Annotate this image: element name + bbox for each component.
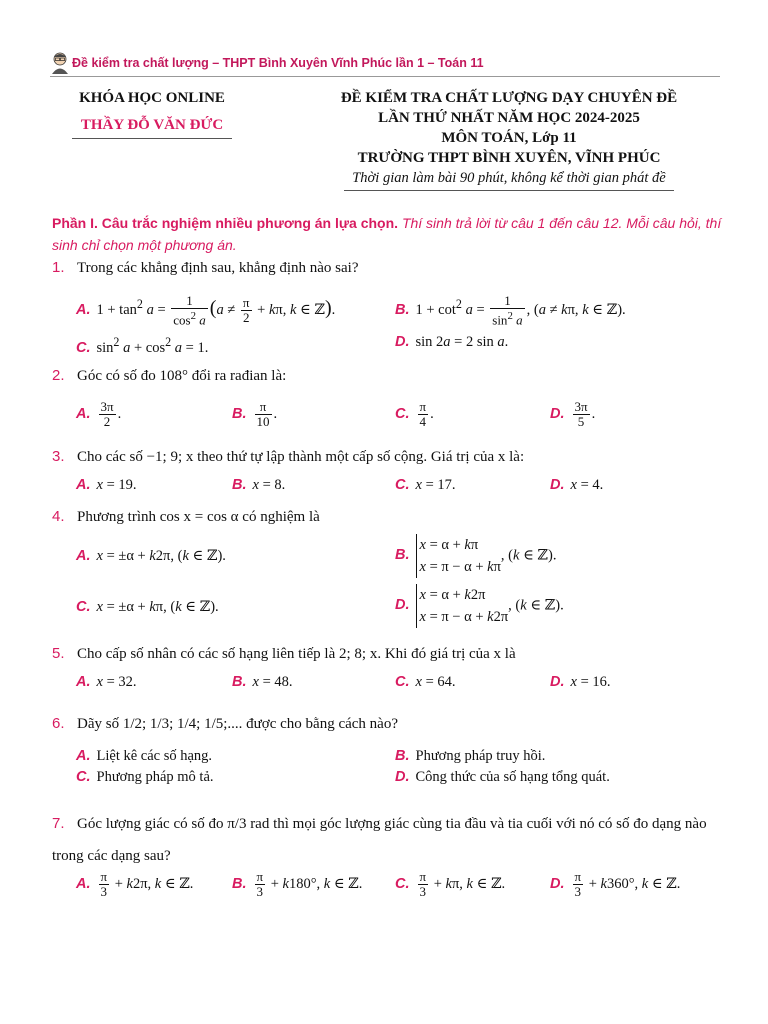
q3-option-b[interactable]: B. x = 8. — [232, 477, 286, 493]
option-letter: C. — [395, 477, 410, 493]
question-stem: Phương trình cos x = cos α có nghiệm là — [77, 509, 320, 525]
q1-option-b[interactable]: B. $1 + \cot^2 a$ = $\frac{1}{\sin^2 a}$ , (a ≠ kπ, k ∈ ℤ). — [395, 292, 626, 328]
option-letter: A. — [76, 748, 91, 764]
q1-option-d[interactable]: D. sin 2a = 2 sin a. — [395, 334, 509, 350]
question-3 — [52, 446, 524, 468]
question-7 — [52, 808, 728, 872]
q2-option-a[interactable]: A. $\frac{3\pi}{2}$ . — [76, 399, 122, 429]
question-stem: Trong các khẳng định sau, khẳng định nào sai? — [77, 260, 359, 276]
question-number: 2. — [52, 367, 65, 384]
question-number: 1. — [52, 259, 65, 276]
option-letter: A. — [76, 548, 91, 564]
q7-option-c[interactable]: C. $\frac{\pi}{3}$ + kπ, k ∈ ℤ. — [395, 869, 506, 899]
q2-option-b[interactable]: B. $\frac{\pi}{10}$ . — [232, 399, 278, 429]
option-text: Phương pháp truy hồi. — [415, 748, 546, 764]
question-1 — [52, 257, 358, 279]
exam-title-block — [300, 88, 718, 191]
q3-option-c[interactable]: C. x = 17. — [395, 477, 456, 493]
running-header-text: Đề kiểm tra chất lượng – THPT Bình Xuyên Vĩnh Phúc lần 1 – Toán 11 — [72, 56, 484, 70]
q7-option-a[interactable]: A. $\frac{\pi}{3}$ + k2π, k ∈ ℤ. — [76, 869, 194, 899]
q2-option-c[interactable]: C. $\frac{\pi}{4}$ . — [395, 399, 434, 429]
q7-option-b[interactable]: B. $\frac{\pi}{3}$ + k180°, k ∈ ℤ. — [232, 869, 363, 899]
author-avatar-icon — [50, 52, 70, 74]
option-letter: D. — [550, 405, 565, 422]
question-stem: Cho cấp số nhân có các số hạng liên tiếp là 2; 8; x. Khi đó giá trị của x là — [77, 646, 516, 662]
q6-option-d[interactable] — [395, 766, 610, 788]
option-letter: A. — [76, 301, 91, 318]
exam-school: TRƯỜNG THPT BÌNH XUYÊN, VĨNH PHÚC — [357, 150, 661, 166]
part-instruction: Thí sinh trả lời từ câu 1 đến câu 12. Mỗi câu hỏi, thí sinh chỉ chọn một phương án. — [52, 215, 722, 253]
question-4 — [52, 506, 320, 528]
option-letter: A. — [76, 405, 91, 422]
q4-option-c[interactable]: C. x = ±α + kπ, (k ∈ ℤ). — [76, 599, 219, 615]
question-stem: Dãy số 1/2; 1/3; 1/4; 1/5;.... được cho bằng cách nào? — [77, 716, 398, 732]
option-letter: A. — [76, 674, 91, 690]
header-divider — [50, 76, 720, 77]
question-number: 5. — [52, 645, 65, 662]
q3-option-d[interactable]: D. x = 4. — [550, 477, 604, 493]
q7-option-d[interactable]: D. $\frac{\pi}{3}$ + k360°, k ∈ ℤ. — [550, 869, 681, 899]
option-text: Liệt kê các số hạng. — [96, 748, 213, 764]
exam-title-line2: LẦN THỨ NHẤT NĂM HỌC 2024-2025 — [378, 110, 640, 126]
question-2 — [52, 365, 286, 387]
part-title: Phần I. Câu trắc nghiệm nhiều phương án lựa chọn. — [52, 215, 399, 231]
course-block — [62, 90, 242, 139]
q6-option-c[interactable] — [76, 766, 214, 788]
q5-option-d[interactable]: D. x = 16. — [550, 674, 611, 690]
option-letter: B. — [232, 477, 247, 493]
q6-option-a[interactable] — [76, 745, 212, 767]
option-letter: B. — [232, 875, 247, 892]
option-letter: D. — [395, 769, 410, 785]
option-letter: A. — [76, 875, 91, 892]
option-letter: D. — [395, 597, 410, 614]
option-letter: C. — [395, 875, 410, 892]
option-letter: C. — [395, 405, 410, 422]
q1-option-c[interactable]: C. $\sin^2 a + \cos^2 a = 1$. — [76, 335, 209, 356]
question-stem: Cho các số −1; 9; x theo thứ tự lập thành một cấp số cộng. Giá trị của x là: — [77, 449, 525, 465]
q4-option-a[interactable]: A. x = ±α + k2π, (k ∈ ℤ). — [76, 548, 226, 564]
question-number: 6. — [52, 715, 65, 732]
question-number: 3. — [52, 448, 65, 465]
option-letter: B. — [395, 547, 410, 564]
question-number: 7. — [52, 815, 65, 832]
option-letter: B. — [395, 301, 410, 318]
question-6 — [52, 713, 398, 735]
option-letter: C. — [76, 599, 91, 615]
option-text: Phương pháp mô tả. — [96, 769, 214, 785]
q4-option-b[interactable]: B.x = α + kπ x = π − α + kπ, (k ∈ ℤ). — [395, 534, 556, 578]
exam-underline — [344, 190, 674, 191]
exam-duration: Thời gian làm bài 90 phút, không kể thời gian phát đề — [352, 170, 666, 186]
q3-option-a[interactable]: A. x = 19. — [76, 477, 137, 493]
q4-option-d[interactable]: D.x = α + k2π x = π − α + k2π, (k ∈ ℤ). — [395, 584, 564, 628]
q5-option-c[interactable]: C. x = 64. — [395, 674, 456, 690]
question-5 — [52, 643, 516, 665]
running-header — [50, 52, 720, 78]
question-stem: Góc lượng giác có số đo π/3 rad thì mọi góc lượng giác cùng tia đầu và tia cuối với nó có số đo dạng nào trong các dạng sau? — [52, 816, 707, 864]
course-title: KHÓA HỌC ONLINE — [79, 90, 225, 106]
option-letter: C. — [76, 769, 91, 785]
q5-option-a[interactable]: A. x = 32. — [76, 674, 137, 690]
exam-subject: MÔN TOÁN, Lớp 11 — [441, 130, 577, 146]
option-letter: D. — [395, 334, 410, 350]
option-text: Công thức của số hạng tổng quát. — [415, 769, 610, 785]
option-letter: B. — [232, 674, 247, 690]
q2-option-d[interactable]: D. $\frac{3\pi}{5}$ . — [550, 399, 596, 429]
option-letter: D. — [550, 674, 565, 690]
q5-option-b[interactable]: B. x = 48. — [232, 674, 293, 690]
q1-option-a[interactable]: A. $1 + \tan^2 a$ = $\frac{1}{\cos^2 a}$ (a ≠ $\frac{\pi}{2}$ + kπ, k ∈ ℤ). — [76, 292, 336, 328]
q6-option-b[interactable] — [395, 745, 545, 767]
course-underline — [72, 138, 232, 139]
option-letter: D. — [550, 477, 565, 493]
option-letter: B. — [395, 748, 410, 764]
fraction: $\frac{1}{\cos^2 a}$ — [173, 292, 206, 328]
question-number: 4. — [52, 508, 65, 525]
exam-title-line1: ĐỀ KIỂM TRA CHẤT LƯỢNG DẠY CHUYÊN ĐỀ — [340, 90, 678, 106]
option-letter: C. — [395, 674, 410, 690]
option-letter: D. — [550, 875, 565, 892]
option-letter: B. — [232, 405, 247, 422]
option-letter: C. — [76, 339, 91, 356]
teacher-name: THẦY ĐỖ VĂN ĐỨC — [80, 117, 224, 133]
part-heading — [52, 212, 732, 256]
option-letter: A. — [76, 477, 91, 493]
question-stem: Góc có số đo 108° đổi ra rađian là: — [77, 368, 287, 384]
